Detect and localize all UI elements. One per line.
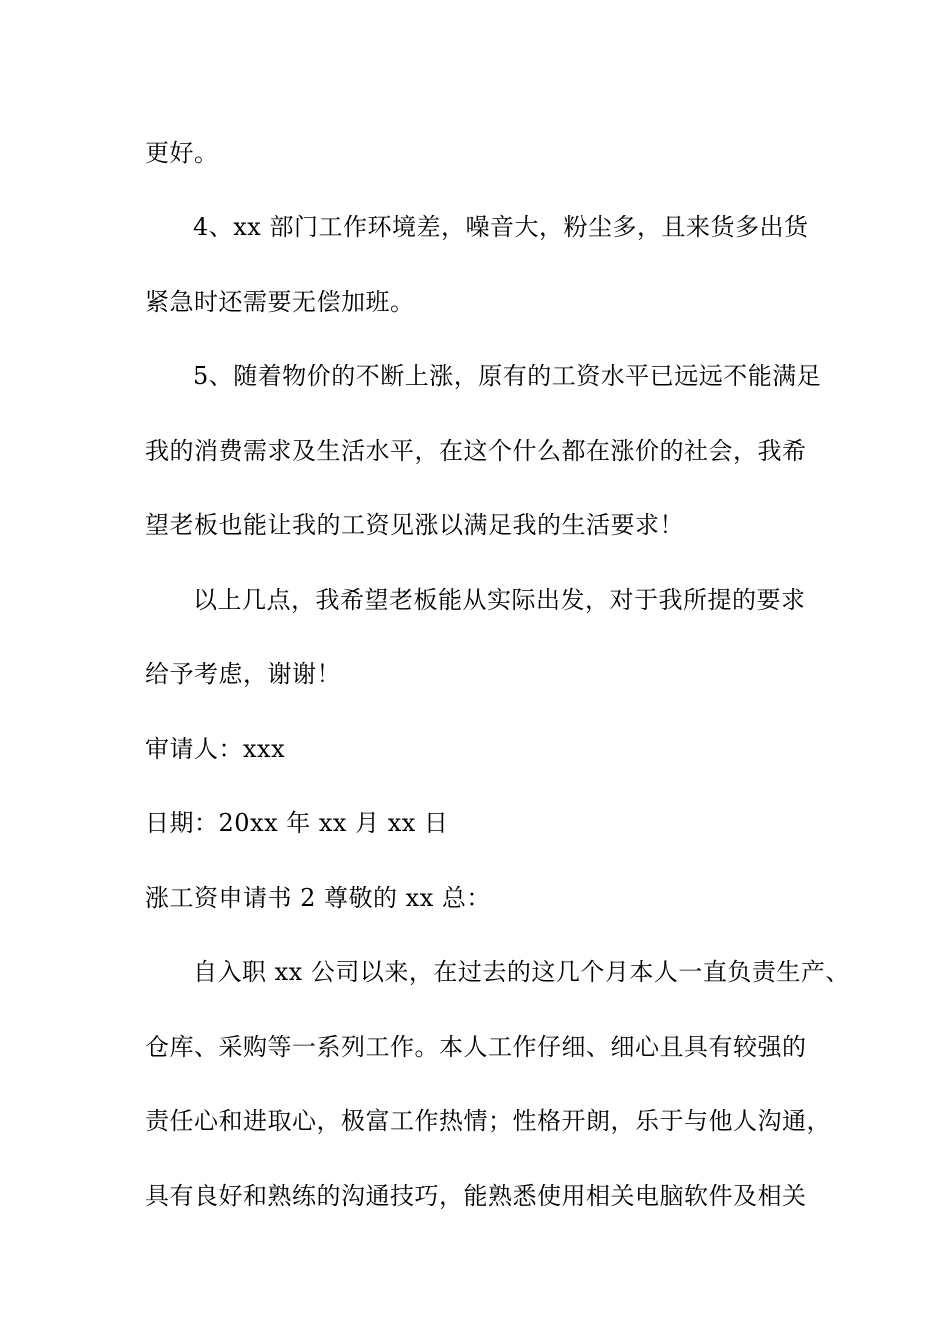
text-line-5: 我的消费需求及生活水平，在这个什么都在涨价的社会，我希 [145,437,807,465]
applicant-line: 审请人：xxx [145,735,286,763]
list-item-5: 5、随着物价的不断上涨，原有的工资水平已远远不能满足 [193,362,822,390]
text-line-15: 具有良好和熟练的沟通技巧，能熟悉使用相关电脑软件及相关 [145,1182,807,1210]
date-line: 日期：20xx 年 xx 月 xx 日 [145,809,449,837]
closing-paragraph: 以上几点，我希望老板能从实际出发，对于我所提的要求 [193,586,806,614]
list-item-4: 4、xx 部门工作环境差，噪音大，粉尘多，且来货多出货 [193,213,809,241]
text-line-14: 责任心和进取心，极富工作热情；性格开朗，乐于与他人沟通， [145,1107,831,1135]
text-line-3: 紧急时还需要无偿加班。 [145,288,415,316]
body-paragraph-start: 自入职 xx 公司以来，在过去的这几个月本人一直负责生产、 [193,958,850,986]
text-line-1: 更好。 [145,139,219,167]
text-line-6: 望老板也能让我的工资见涨以满足我的生活要求！ [145,511,684,539]
section-heading: 涨工资申请书 2 尊敬的 xx 总： [145,884,491,912]
text-line-8: 给予考虑，谢谢！ [145,660,341,688]
text-line-13: 仓库、采购等一系列工作。本人工作仔细、细心且具有较强的 [145,1033,807,1061]
